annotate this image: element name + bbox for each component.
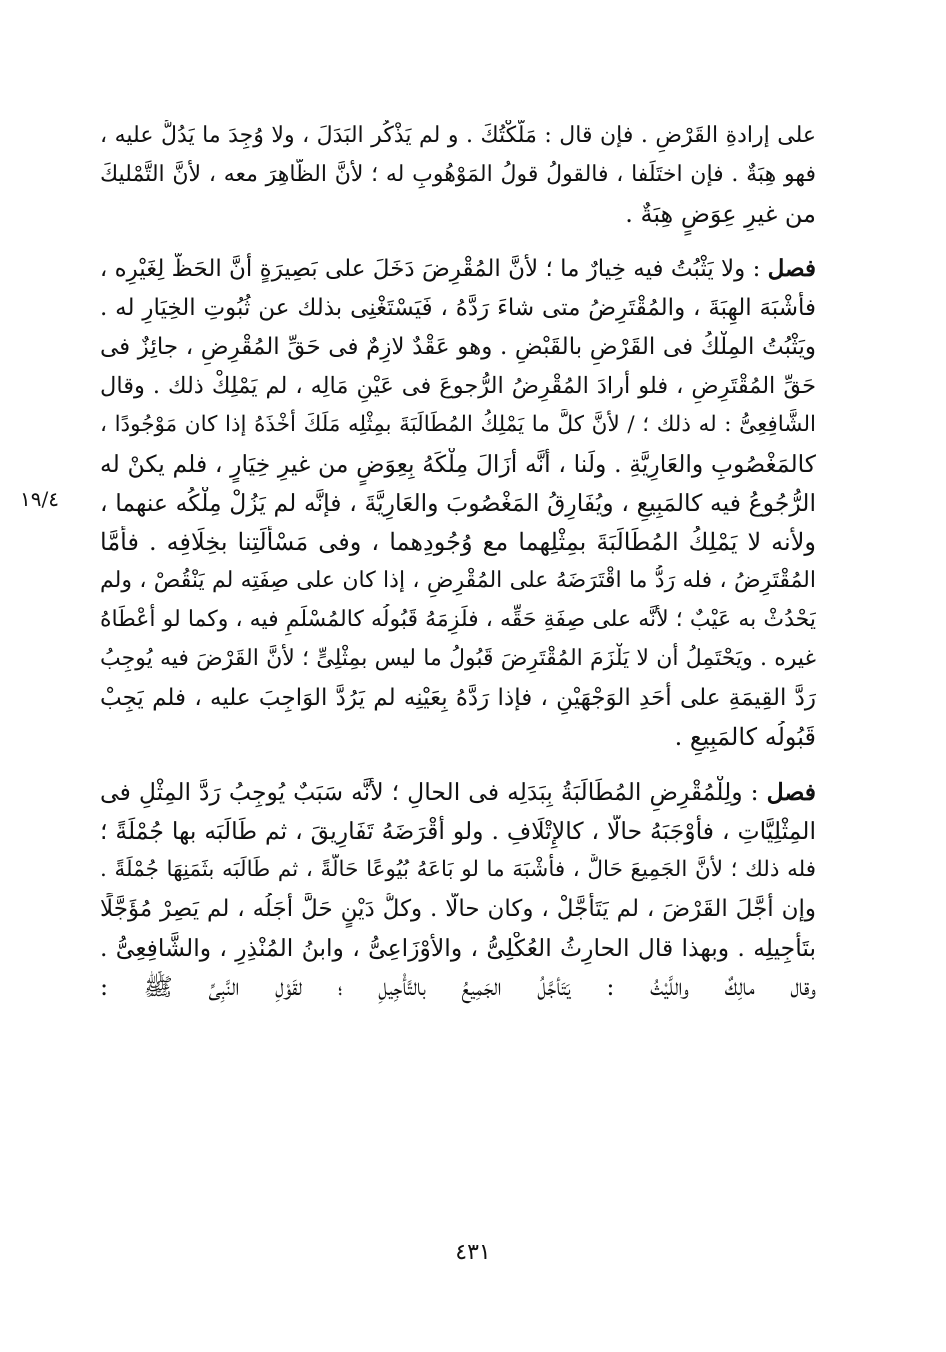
text-line: وقال مالِكٌ واللَّيْثُ : يَتَأجَّلُ الجَمِيعُ بالتَّأْجِيلِ ؛ لقَوْلِ النَّبِىِّ ﷺ : (100, 973, 816, 1001)
text-line: فهو هِبَةٌ . فإن اختَلَفا ، فالقولُ قولُ المَوْهُوبِ له ؛ لأنَّ الظَّاهِرَ معه ، لأنَّ التَّمْليكَ (100, 162, 816, 187)
text-line (100, 776, 816, 815)
text-line: ولأنه لا يَمْلِكُ المُطَالَبَةَ بمِثْلِهما مع وُجُودِهما ، وفى مَسْألَتِنا بخِلَافِه . فأمَّا (100, 528, 816, 556)
section-label: فصل (766, 778, 816, 806)
text-line: حَقِّ المُقْتَرِضِ ، فلو أرادَ المُقْرِضُ الرُّجوعَ فى عَيْنِ مَالِه ، لم يَمْلِكْ ذلك . وقال (100, 373, 816, 399)
text-line: المُقْتَرِضُ ، فله رَدُّ ما اقْتَرَضَهُ على المُقْرِضِ ، إذا كان على صِفَتِه لم يَنْقُصْ ، ولم (100, 568, 816, 593)
page-body (100, 120, 816, 1026)
text-line: ويَثْبُتُ المِلْكُ فى القَرْضِ بالقَبْضِ . وهو عَقْدٌ لازِمٌ فى حَقِّ المُقْرِضِ ، جائِزٌ فى (100, 334, 816, 360)
paragraph (100, 776, 816, 1010)
text-line: الشَّافِعِىُّ : له ذلك ؛ / لأنَّ كلَّ ما يَمْلِكُ المُطَالَبَةَ بمِثْلِه مَلَكَ أخْذَهُ إذا كان مَوْجُودًا ، (100, 412, 816, 437)
text-line: المِثْلِيَّاتِ ، فأوْجَبَهُ حالًّا ، كالإِتْلَافِ . ولو أقْرَضَهُ تَفَارِيقَ ، ثم طَالَبَه بها جُمْلَةً ؛ (100, 817, 816, 845)
text-line: رَدَّ القِيمَةِ على أحَدِ الوَجْهَيْنِ ، فإذا رَدَّهُ بِعَيْنِه لم يَرُدَّ الوَاجِبَ عليه ، فلم يَجِبْ (100, 685, 816, 711)
paragraph (100, 120, 816, 237)
text-line: وإن أجَّلَ القَرْضَ ، لم يَتَأجَّلْ ، وكان حالًّا . وكلُّ دَيْنٍ حَلَّ أجَلُه ، لم يَصِرْ مُؤَجَّلًا (100, 896, 816, 922)
text-line: فأشْبَهَ الهِبَةَ ، والمُقْتَرِضُ متى شاءَ رَدَّهُ ، فَيَسْتَغْنِى بذلك عن ثُبُوتِ الخِيَارِ له . (100, 295, 816, 321)
text-line (100, 253, 816, 292)
text-line: على إرادةِ القَرْضِ . فإن قال : مَلَّكْتُكَ . و لم يَذْكُر البَدَلَ ، ولا وُجِدَ ما يَدُلُّ عليه ، (100, 123, 816, 148)
text-line: بتَأْجِيلِه . وبهذا قال الحارِثُ العُكْلِىُّ ، والأوْزَاعِىُّ ، وابنُ المُنْذِرِ ، والشَّافِعِىُّ . (100, 934, 816, 962)
text-line: الرُّجُوعُ فيه كالمَبِيعِ ، ويُفَارِقُ المَغْصُوبَ والعَارِيَّةَ ، فإنَّه لم يَزُلْ مِلْكُه عنهما ، (100, 489, 816, 517)
text-line-content: : ولا يَثْبُتُ فيه خِيارٌ ما ؛ لأنَّ المُقْرِضَ دَخَلَ على بَصِيرَةٍ أنَّ الحَظَّ لِغَيْرِه ، (100, 256, 761, 282)
text-line: قَبُولُه كالمَبِيعِ . (674, 723, 816, 751)
text-line: غيره . ويَحْتَمِلُ أن لا يَلْزَمَ المُقْتَرِضَ قَبُولُ ما ليس بمِثْلِىٍّ ؛ لأنَّ القَرْضَ فيه يُوجِبُ (100, 646, 816, 671)
margin-reference: ١٩/٤ (20, 487, 59, 511)
text-line-content: : ولِلْمُقْرِضِ المُطَالَبَةُ بِبَدَلِه فى الحالِ ؛ لأنَّه سَبَبٌ يُوجِبُ رَدَّ المِثْلِ فى (100, 778, 759, 806)
text-line: يَحْدُثْ به عَيْبٌ ؛ لأنَّه على صِفَةِ حَقِّه ، فلَزِمَهُ قَبُولُه كالمُسْلَمِ فيه ، وكما لو أعْطَاهُ (100, 607, 816, 632)
text-line: فله ذلك ؛ لأنَّ الجَمِيعَ حَالٌّ ، فأشْبَهَ ما لو بَاعَهُ بُيُوعًا حَالَّةً ، ثم طَالَبَه بثَمَنِهَا جُمْلَةً . (100, 857, 816, 882)
section-label: فصل (767, 255, 816, 282)
text-line: كالمَغْصُوبِ والعَارِيَّةِ . ولَنا ، أنَّه أزَالَ مِلْكَهُ بِعِوَضٍ من غيرِ خِيَارٍ ، فلم يكنْ له (100, 450, 816, 478)
page-number: ٤٣١ (455, 1240, 491, 1265)
paragraph (100, 253, 816, 760)
text-line: من غيرِ عِوَضٍ هِبَةٌ . (625, 200, 816, 228)
